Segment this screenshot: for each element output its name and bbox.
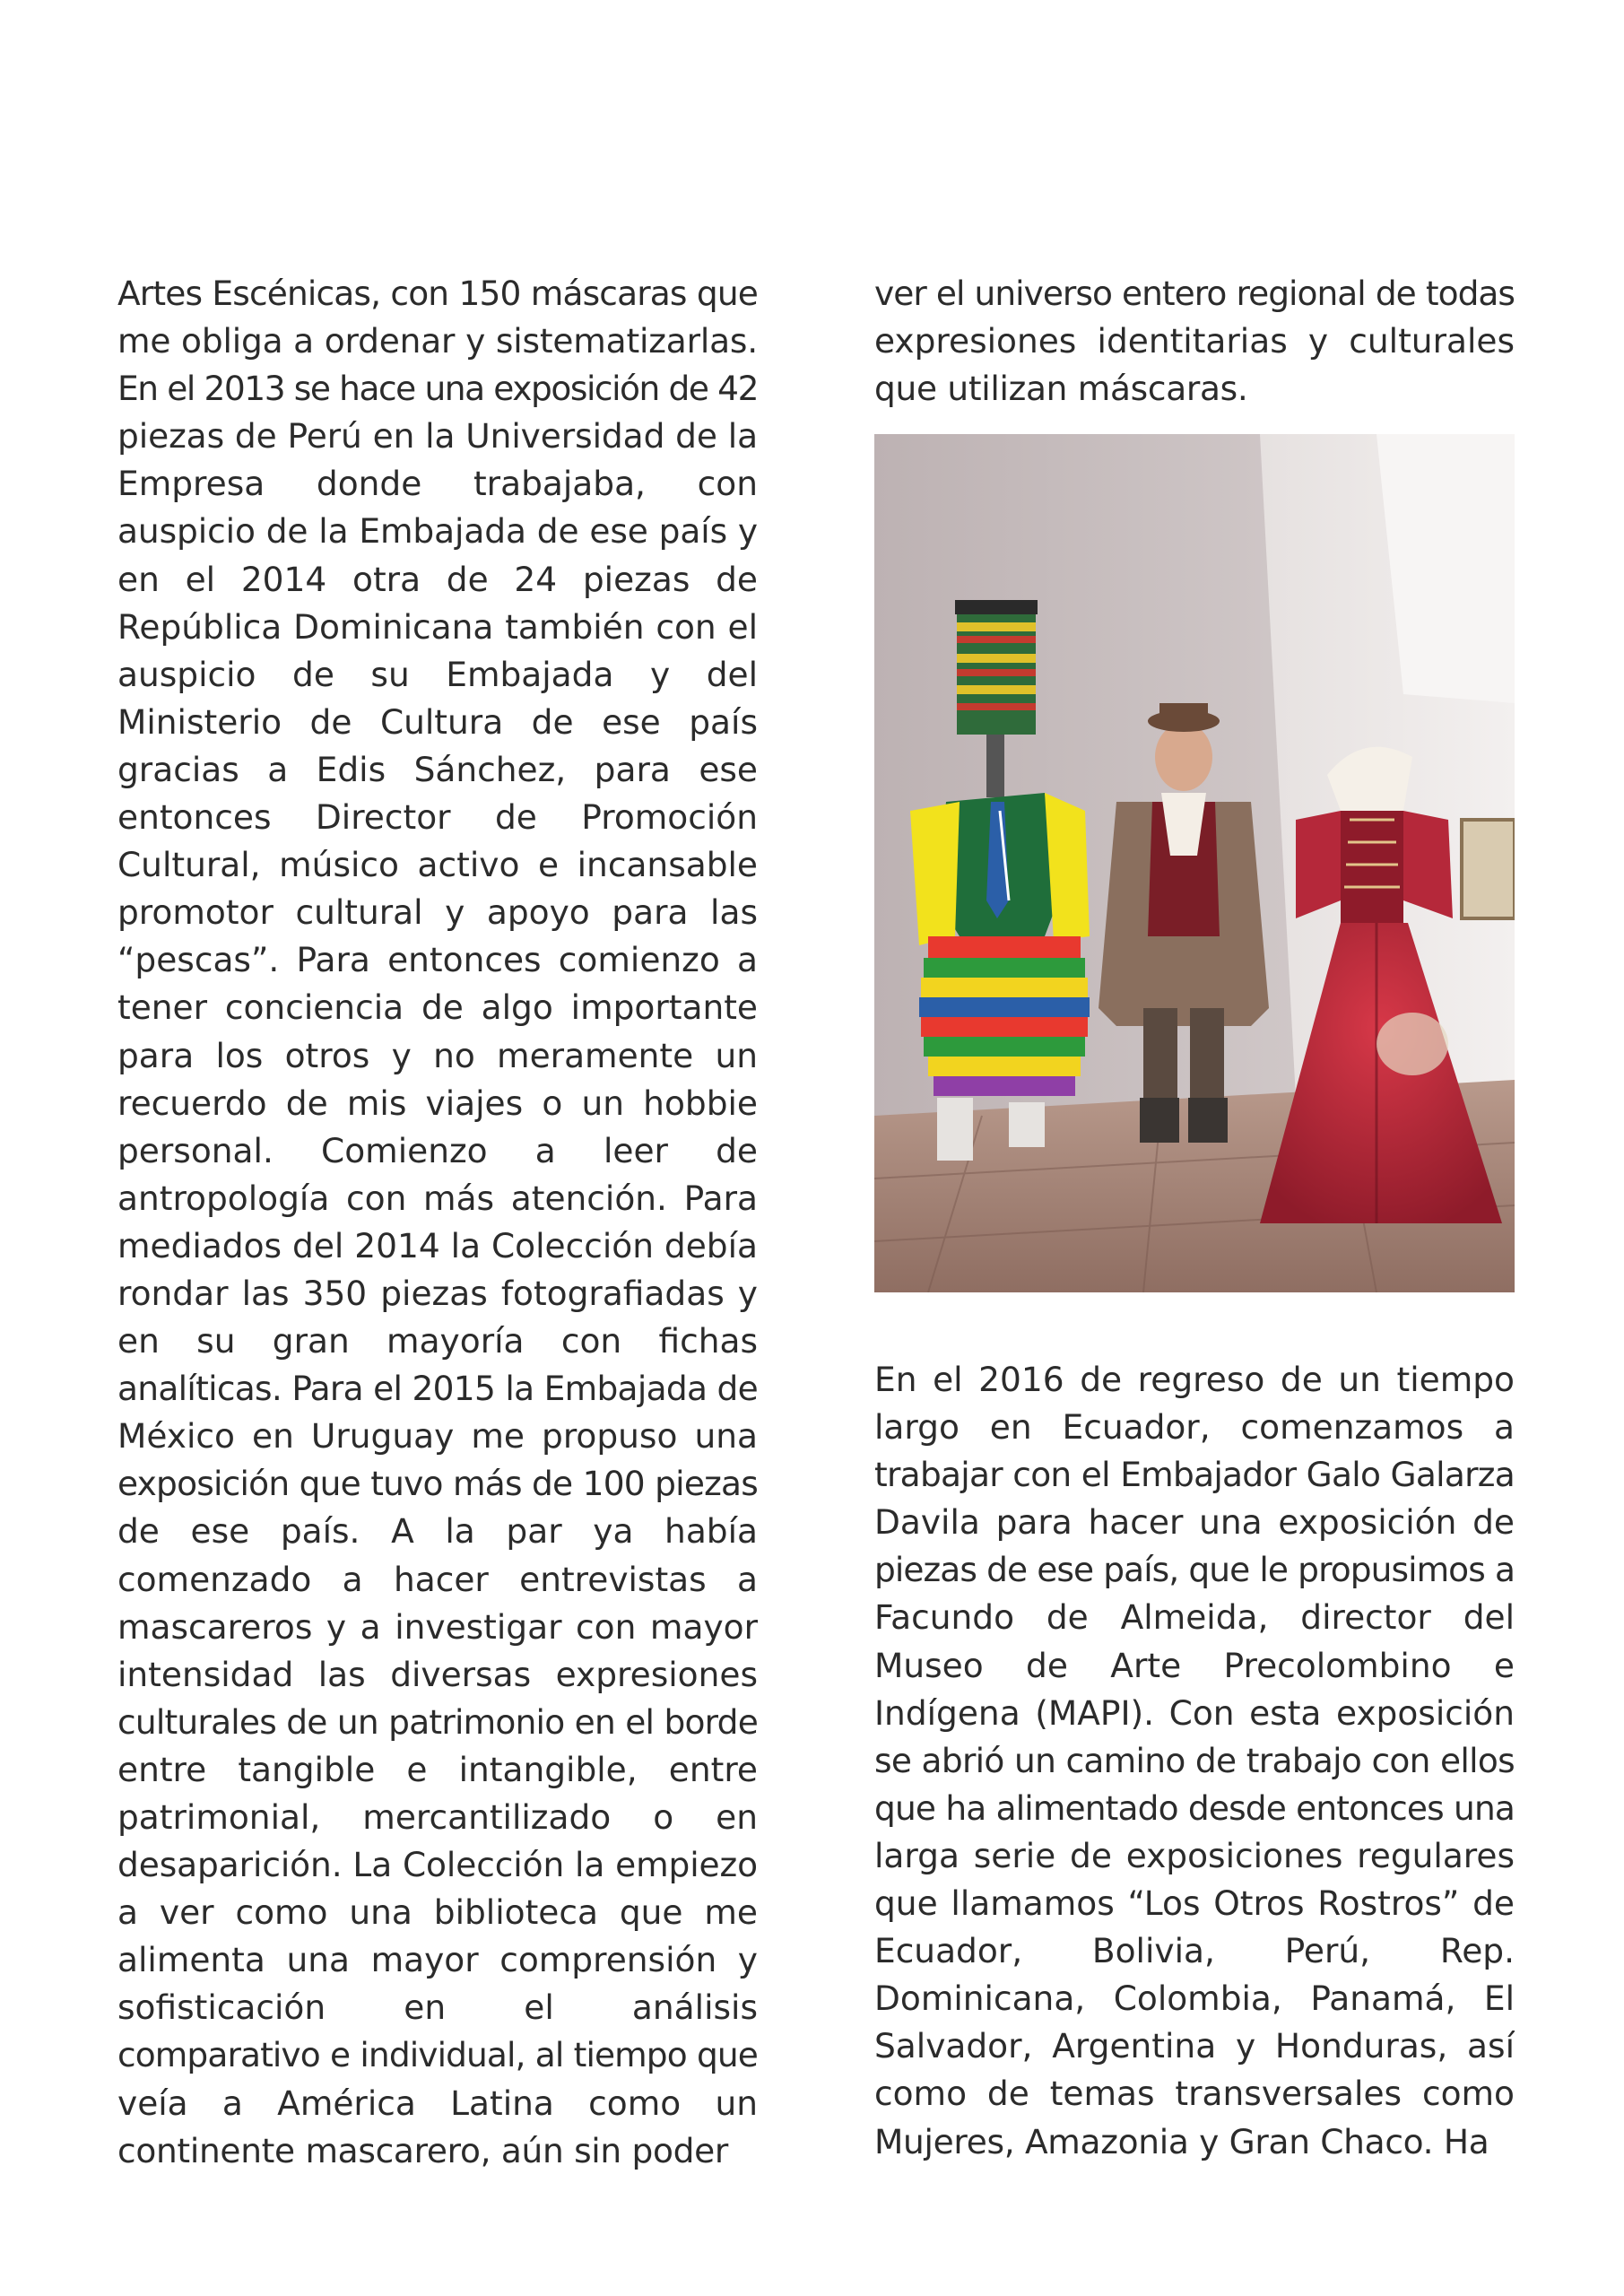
text-line: En el 2013 se hace una exposición de 42: [117, 369, 758, 409]
text-line: “pescas”. Para entonces comienzo a: [117, 940, 758, 980]
text-line: analíticas. Para el 2015 la Embajada de: [117, 1369, 758, 1409]
left-text-column: [117, 270, 758, 2175]
text-line: Mujeres, Amazonia y Gran Chaco. Ha: [874, 2121, 1489, 2161]
text-line: Ministerio de Cultura de ese país: [117, 701, 758, 742]
costume-display-photo: [874, 434, 1515, 1292]
text-line: veía a América Latina como un: [117, 2083, 758, 2123]
text-line: piezas de Perú en la Universidad de la: [117, 416, 758, 457]
text-line: que llamamos “Los Otros Rostros” de: [874, 1883, 1515, 1924]
text-line: que ha alimentado desde entonces una: [874, 1787, 1515, 1828]
text-line: antropología con más atención. Para: [117, 1178, 758, 1218]
text-line: desaparición. La Colección la empiezo: [117, 1845, 758, 1885]
text-line: alimenta una mayor comprensión y: [117, 1940, 758, 1980]
text-line: Facundo de Almeida, director del: [874, 1597, 1515, 1638]
text-line: personal. Comienzo a leer de: [117, 1130, 758, 1170]
right-text-column-top: [874, 270, 1515, 413]
text-line: comparativo e individual, al tiempo que: [117, 2035, 758, 2075]
text-line: exposición que tuvo más de 100 piezas: [117, 1464, 758, 1504]
text-line: entre tangible e intangible, entre: [117, 1749, 758, 1789]
text-line: continente mascarero, aún sin poder: [117, 2130, 729, 2170]
text-line: Indígena (MAPI). Con esta exposición: [874, 1692, 1515, 1733]
text-line: me obliga a ordenar y sistematizarlas.: [117, 321, 758, 361]
text-line: culturales de un patrimonio en el borde: [117, 1701, 758, 1742]
text-line: Museo de Arte Precolombino e: [874, 1645, 1515, 1685]
text-line: República Dominicana también con el: [117, 606, 758, 647]
right-text-column-bottom: [874, 1356, 1515, 2166]
text-line: recuerdo de mis viajes o un hobbie: [117, 1083, 758, 1123]
text-line: Ecuador, Bolivia, Perú, Rep.: [874, 1931, 1515, 1971]
text-line: entonces Director de Promoción: [117, 797, 758, 838]
text-line: larga serie de exposiciones regulares: [874, 1835, 1515, 1875]
text-line: se abrió un camino de trabajo con ellos: [874, 1740, 1515, 1780]
text-line: ver el universo entero regional de todas: [874, 274, 1515, 313]
text-line: que utilizan máscaras.: [874, 369, 1248, 409]
text-line: rondar las 350 piezas fotografiadas y: [117, 1273, 758, 1313]
text-line: mediados del 2014 la Colección debía: [117, 1225, 758, 1265]
text-line: En el 2016 de regreso de un tiempo: [874, 1360, 1515, 1399]
text-line: Salvador, Argentina y Honduras, así: [874, 2026, 1515, 2066]
text-line: Davila para hacer una exposición de: [874, 1502, 1515, 1543]
text-line: tener conciencia de algo importante: [117, 987, 758, 1028]
photo-masked-costumes-icon: [874, 434, 1515, 1292]
text-line: largo en Ecuador, comenzamos a: [874, 1407, 1515, 1448]
text-line: como de temas transversales como: [874, 2074, 1515, 2114]
text-line: Artes Escénicas, con 150 máscaras que: [117, 274, 758, 313]
text-line: en su gran mayoría con fichas: [117, 1321, 758, 1361]
text-line: promotor cultural y apoyo para las: [117, 892, 758, 933]
text-line: México en Uruguay me propuso una: [117, 1416, 758, 1457]
text-line: gracias a Edis Sánchez, para ese: [117, 749, 758, 789]
text-line: comenzado a hacer entrevistas a: [117, 1559, 758, 1599]
text-line: Cultural, músico activo e incansable: [117, 845, 758, 885]
text-line: sofisticación en el análisis: [117, 1987, 758, 2028]
text-line: Empresa donde trabajaba, con: [117, 464, 758, 504]
text-line: piezas de ese país, que le propusimos a: [874, 1550, 1515, 1590]
text-line: a ver como una biblioteca que me: [117, 1892, 758, 1933]
text-line: auspicio de la Embajada de ese país y: [117, 511, 758, 552]
text-line: expresiones identitarias y culturales: [874, 321, 1515, 361]
text-line: en el 2014 otra de 24 piezas de: [117, 559, 758, 599]
text-line: Dominicana, Colombia, Panamá, El: [874, 1979, 1515, 2019]
text-line: mascareros y a investigar con mayor: [117, 1606, 758, 1647]
text-line: trabajar con el Embajador Galo Galarza: [874, 1455, 1515, 1495]
text-line: auspicio de su Embajada y del: [117, 654, 758, 694]
text-line: intensidad las diversas expresiones: [117, 1654, 758, 1694]
text-line: para los otros y no meramente un: [117, 1035, 758, 1075]
text-line: de ese país. A la par ya había: [117, 1511, 758, 1552]
text-line: patrimonial, mercantilizado o en: [117, 1797, 758, 1837]
